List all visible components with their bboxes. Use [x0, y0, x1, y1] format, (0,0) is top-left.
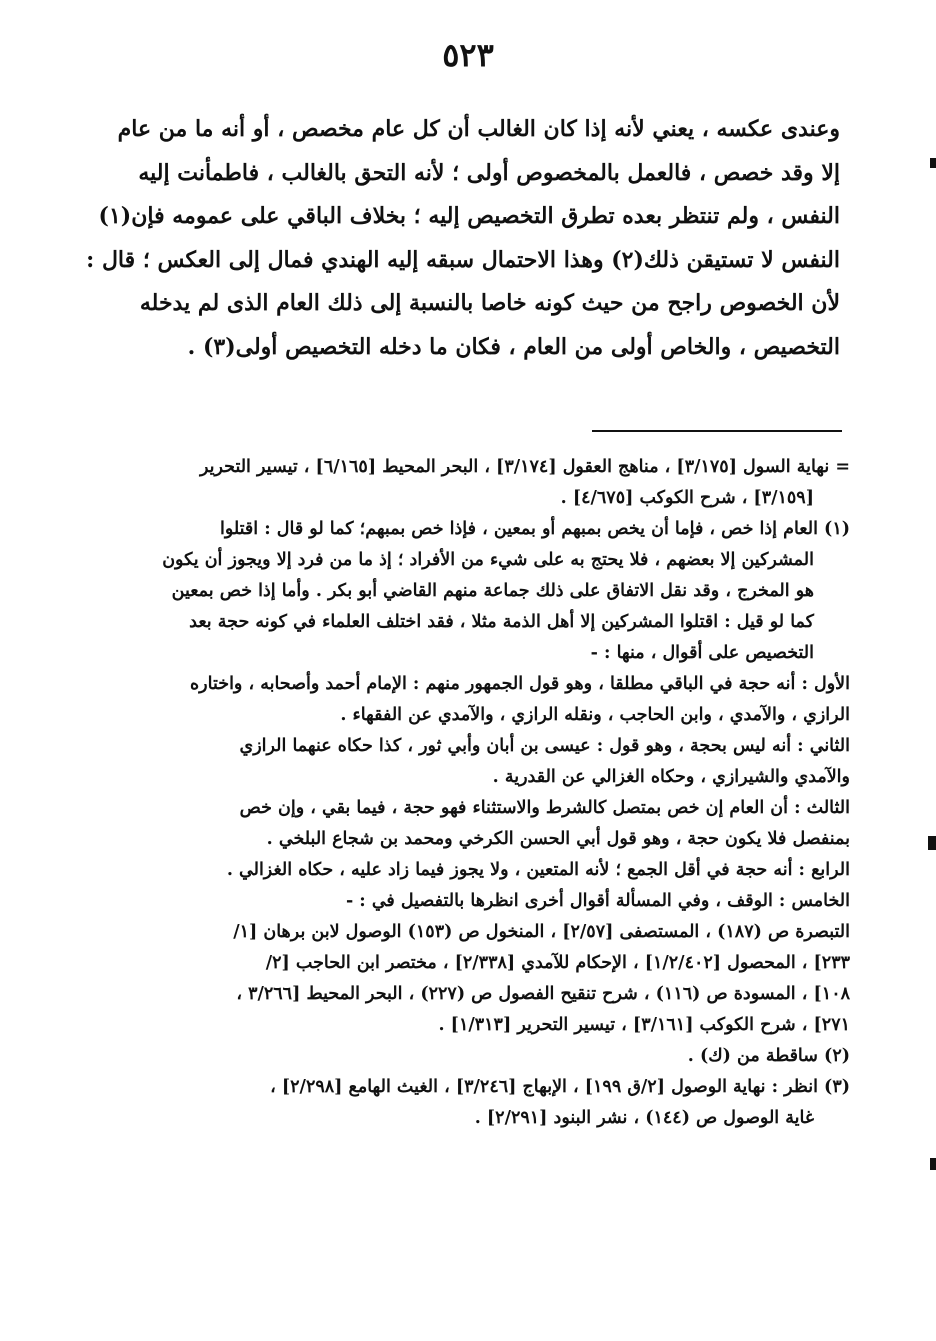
main-text-block [80, 108, 840, 369]
main-text-line: إلا وقد خصص ، فالعمل بالمخصوص أولى ؛ لأنه التحق بالغالب ، فاطمأنت إليه [138, 159, 840, 186]
footnote-line: والآمدي والشيرازي ، وحكاه الغزالي عن القدرية . [492, 767, 850, 787]
footnote-line: ٢٣٣] ، المحصول [١/٢/٤٠٢] ، الإحكام للآمدي [٢/٣٣٨] ، مختصر ابن الحاجب [٢/ [265, 953, 850, 973]
footnote-line: التبصرة ص (١٨٧) ، المستصفى [٢/٥٧] ، المنخول ص (١٥٣) الوصول لابن برهان [١/ [233, 922, 850, 942]
footnote-line: بمنفصل فلا يكون حجة ، وهو قول أبي الحسن الكرخي ومحمد بن شجاع البلخي . [266, 829, 850, 849]
footnotes-block [70, 452, 850, 1134]
footnote-line: الخامس : الوقف ، وفي المسألة أقوال أخرى انظرها بالتفصيل في : - [345, 891, 850, 911]
footnote-line: الثالث : أن العام إن خص بمتصل كالشرط والاستثناء فهو حجة ، فيما بقي ، وإن خص [239, 798, 850, 818]
footnote-line: المشركين إلا بعضهم ، فلا يحتج به على شيء من الأفراد ؛ إذ ما من فرد إلا ويجوز أن يكون [162, 550, 814, 570]
scan-edge-mark [928, 836, 936, 850]
footnote-line: [٣/١٥٩] ، شرح الكوكب [٤/٦٧٥] . [560, 488, 814, 508]
main-text-line: النفس ، ولم تنتظر بعده تطرق التخصيص إليه ؛ بخلاف الباقي على عمومه فإن(١) [98, 203, 840, 229]
footnote-line: الرازي ، والآمدي ، وابن الحاجب ، ونقله الرازي ، والآمدي عن الفقهاء . [340, 705, 850, 725]
main-text-line: التخصيص ، والخاص أولى من العام ، فكان ما دخله التخصيص أولى(٣) . [187, 333, 840, 360]
footnote-line: غاية الوصول ص (١٤٤) ، نشر البنود [٢/٢٩١] . [474, 1108, 814, 1128]
footnote-line: هو المخرج ، وقد نقل الاتفاق على ذلك جماعة منهم القاضي أبو بكر . وأما إذا خص بمعين [171, 581, 814, 601]
footnote-line: (٣) انظر : نهاية الوصول [٢/ق ١٩٩] ، الإبهاج [٣/٢٤٦] ، الغيث الهامع [٢/٢٩٨] ، [270, 1077, 850, 1097]
footnote-line: كما لو قيل : اقتلوا المشركين إلا أهل الذمة مثلا ، فقد اختلف العلماء في كونه حجة بعد [189, 612, 814, 632]
scan-edge-mark [930, 1158, 936, 1170]
scan-edge-mark [930, 158, 936, 168]
footnote-separator [592, 430, 842, 432]
page-number: ٥٢٣ [442, 36, 494, 74]
main-text-line: وعندى عكسه ، يعني لأنه إذا كان الغالب أن كل عام مخصص ، أو أنه ما من عام [117, 116, 840, 142]
footnote-line: ٢٧١] ، شرح الكوكب [٣/١٦١] ، تيسير التحرير [١/٣١٣] . [438, 1015, 850, 1035]
footnote-line: = نهاية السول [٣/١٧٥] ، مناهج العقول [٣/١٧٤] ، البحر المحيط [٦/١٦٥] ، تيسير التحرير [199, 457, 850, 477]
footnote-line: الثاني : أنه ليس بحجة ، وهو قول : عيسى بن أبان وأبي ثور ، كذا حكاه عنهما الرازي [239, 736, 850, 756]
main-text-line: النفس لا تستيقن ذلك(٢) وهذا الاحتمال سبقه إليه الهندي فمال إلى العكس ؛ قال : [86, 246, 840, 273]
footnote-line: (٢) ساقطة من (ك) . [687, 1046, 850, 1066]
footnote-line: ١٠٨] ، المسودة ص (١١٦) ، شرح تنقيح الفصول ص (٢٢٧) ، البحر المحيط [٣/٢٦٦ ، [236, 984, 850, 1004]
footnote-line: (١) العام إذا خص ، فإما أن يخص بمبهم أو بمعين ، فإذا خص بمبهم؛ كما لو قال : اقتلوا [219, 519, 850, 539]
footnote-line: التخصيص على أقوال ، منها : - [590, 643, 814, 663]
footnote-line: الرابع : أنه حجة في أقل الجمع ؛ لأنه المتعين ، ولا يجوز فيما زاد عليه ، حكاه الغزالي . [226, 860, 850, 880]
footnote-line: الأول : أنه حجة في الباقي مطلقا ، وهو قول الجمهور منهم : الإمام أحمد وأصحابه ، واختاره [190, 674, 850, 694]
main-text-line: لأن الخصوص راجح من حيث كونه خاصا بالنسبة إلى ذلك العام الذى لم يدخله [139, 290, 840, 316]
